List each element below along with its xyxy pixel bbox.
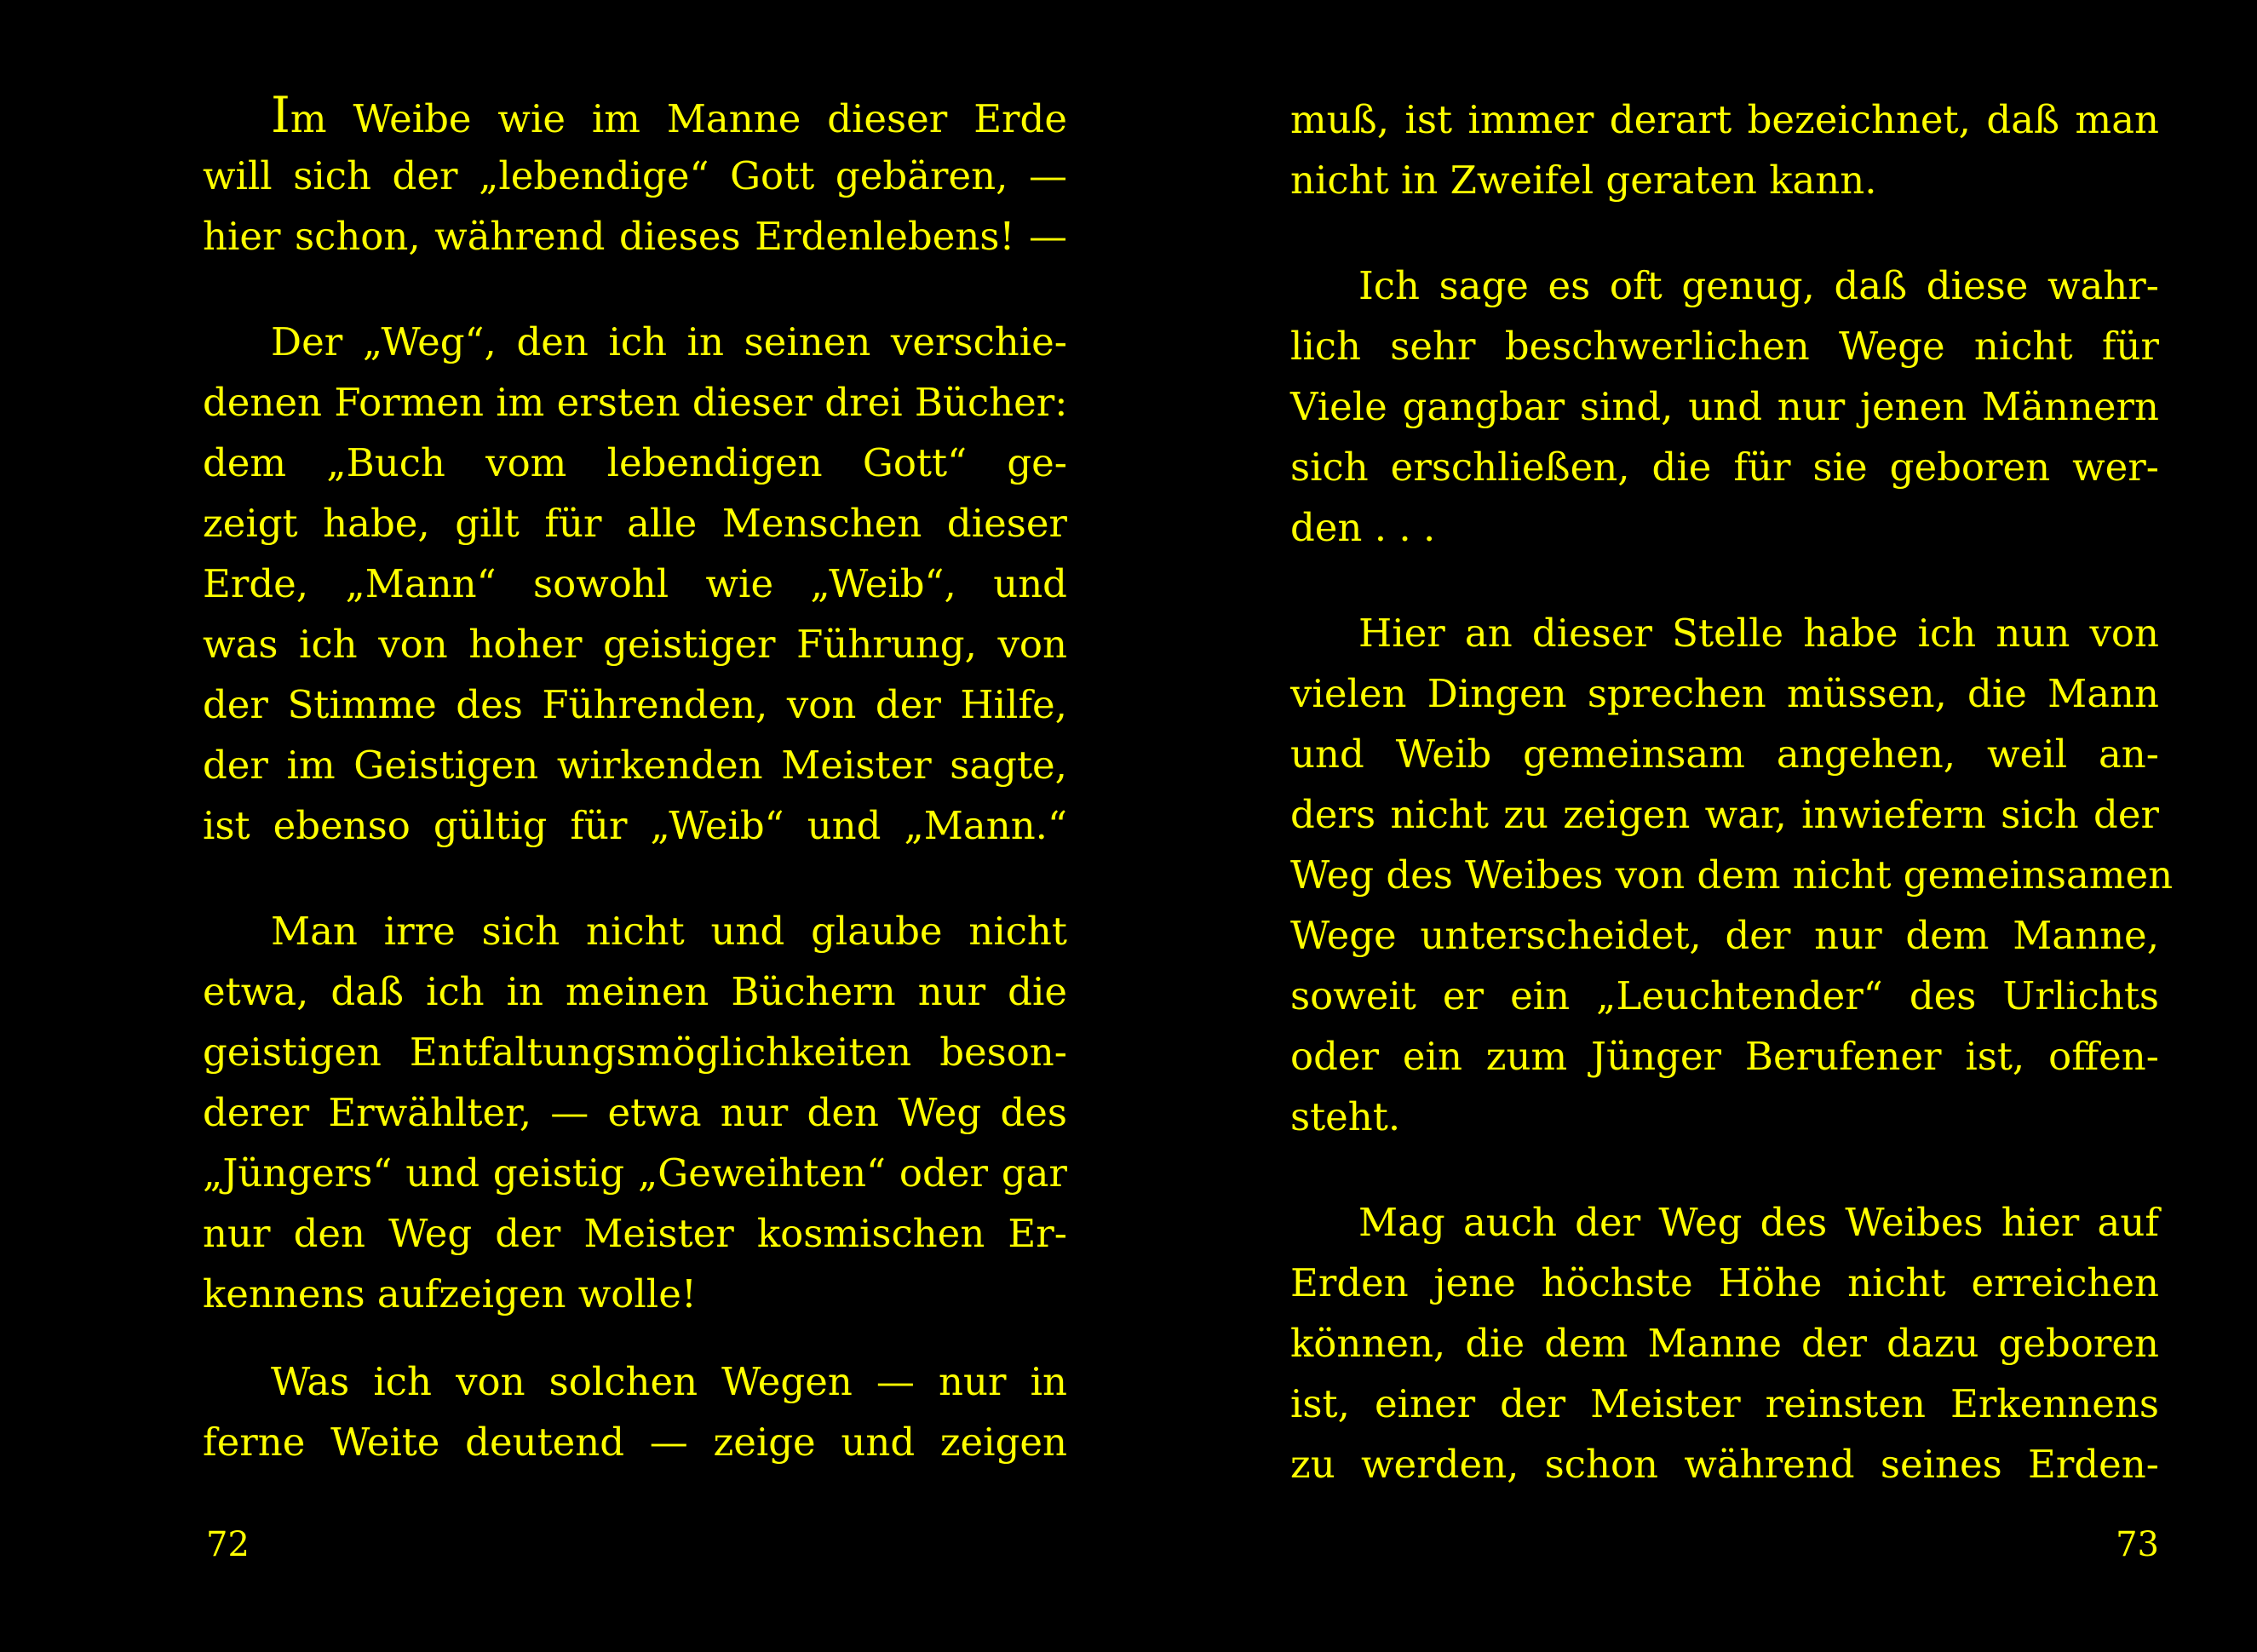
text-line: zu werden, schon während seines Erden- xyxy=(1290,1442,2159,1487)
paragraph xyxy=(203,312,1067,856)
text-line: ist, einer der Meister reinsten Erkennens xyxy=(1290,1381,2159,1426)
text-line: steht. xyxy=(1290,1094,1401,1139)
text-line: nicht in Zweifel geraten kann. xyxy=(1290,158,1877,203)
text-line: Erde, „Mann“ sowohl wie „Weib“, und xyxy=(203,561,1067,606)
text-line: nur den Weg der Meister kosmischen Er- xyxy=(203,1211,1067,1256)
left-page-text xyxy=(203,85,1067,1472)
page-number: 72 xyxy=(206,1525,250,1564)
text-line: Mag auch der Weg des Weibes hier auf xyxy=(1358,1200,2159,1245)
text-line: soweit er ein „Leuchtender“ des Urlichts xyxy=(1290,973,2159,1018)
paragraph xyxy=(1290,603,2174,1147)
left-page xyxy=(203,0,1067,1652)
right-page-text xyxy=(1290,89,2174,1494)
text-line: etwa, daß ich in meinen Büchern nur die xyxy=(203,969,1067,1014)
text-line: Was ich von solchen Wegen — nur in xyxy=(271,1359,1067,1404)
text-line: oder ein zum Jünger Berufener ist, offen- xyxy=(1290,1034,2159,1079)
text-line: der Stimme des Führenden, von der Hilfe, xyxy=(203,682,1067,727)
text-line: sich erschließen, die für sie geboren wer- xyxy=(1290,445,2159,490)
text-line: hier schon, während dieses Erdenlebens! — xyxy=(203,214,1067,259)
right-page xyxy=(1290,0,2174,1652)
text-line: kennens aufzeigen wolle! xyxy=(203,1271,697,1316)
paragraph xyxy=(203,1351,1067,1472)
text-line: „Jüngers“ und geistig „Geweihten“ oder gar xyxy=(203,1150,1067,1196)
text-line: muß, ist immer derart bezeichnet, daß man xyxy=(1290,97,2159,142)
text-line: was ich von hoher geistiger Führung, von xyxy=(203,622,1067,667)
text-line: Viele gangbar sind, und nur jenen Männern xyxy=(1290,384,2159,429)
initial-letter: I xyxy=(271,86,290,144)
paragraph xyxy=(203,85,1067,267)
text-line: Ich sage es oft genug, daß diese wahr- xyxy=(1358,263,2159,308)
text-line: lich sehr beschwerlichen Wege nicht für xyxy=(1290,324,2159,369)
page-number: 73 xyxy=(2116,1525,2159,1564)
text-line: Im Weibe wie im Manne dieser Erde xyxy=(271,86,1067,144)
text-line: Weg des Weibes von dem nicht gemeinsamen xyxy=(1290,852,2174,898)
paragraph xyxy=(1290,1192,2159,1494)
paragraph xyxy=(1290,255,2159,558)
text-line: zeigt habe, gilt für alle Menschen dieser xyxy=(203,501,1067,546)
paragraph xyxy=(1290,89,2159,210)
text-line: Wege unterscheidet, der nur dem Manne, xyxy=(1290,913,2159,958)
text-line: ferne Weite deutend — zeige und zeigen xyxy=(203,1420,1067,1465)
paragraph xyxy=(203,901,1067,1324)
text-line: dem „Buch vom lebendigen Gott“ ge- xyxy=(203,440,1067,485)
text-line: Erden jene höchste Höhe nicht erreichen xyxy=(1290,1260,2159,1305)
text-line: vielen Dingen sprechen müssen, die Mann xyxy=(1290,671,2159,716)
text-line: können, die dem Manne der dazu geboren xyxy=(1290,1321,2159,1366)
text-line: derer Erwählter, — etwa nur den Weg des xyxy=(203,1090,1067,1135)
text-line: ders nicht zu zeigen war, inwiefern sich der xyxy=(1290,792,2159,837)
text-line: den . . . xyxy=(1290,505,1436,550)
text-line: Der „Weg“, den ich in seinen verschie- xyxy=(271,319,1067,364)
text-line: geistigen Entfaltungsmöglichkeiten beson- xyxy=(203,1030,1067,1075)
text-line: und Weib gemeinsam angehen, weil an- xyxy=(1290,731,2159,777)
text-line: denen Formen im ersten dieser drei Bücher: xyxy=(203,380,1068,425)
text-line: will sich der „lebendige“ Gott gebären, — xyxy=(203,153,1067,198)
text-line: Man irre sich nicht und glaube nicht xyxy=(271,909,1067,954)
text-line: Hier an dieser Stelle habe ich nun von xyxy=(1358,611,2159,656)
text-line: der im Geistigen wirkenden Meister sagte, xyxy=(203,743,1067,788)
text-line: ist ebenso gültig für „Weib“ und „Mann.“ xyxy=(203,803,1067,848)
